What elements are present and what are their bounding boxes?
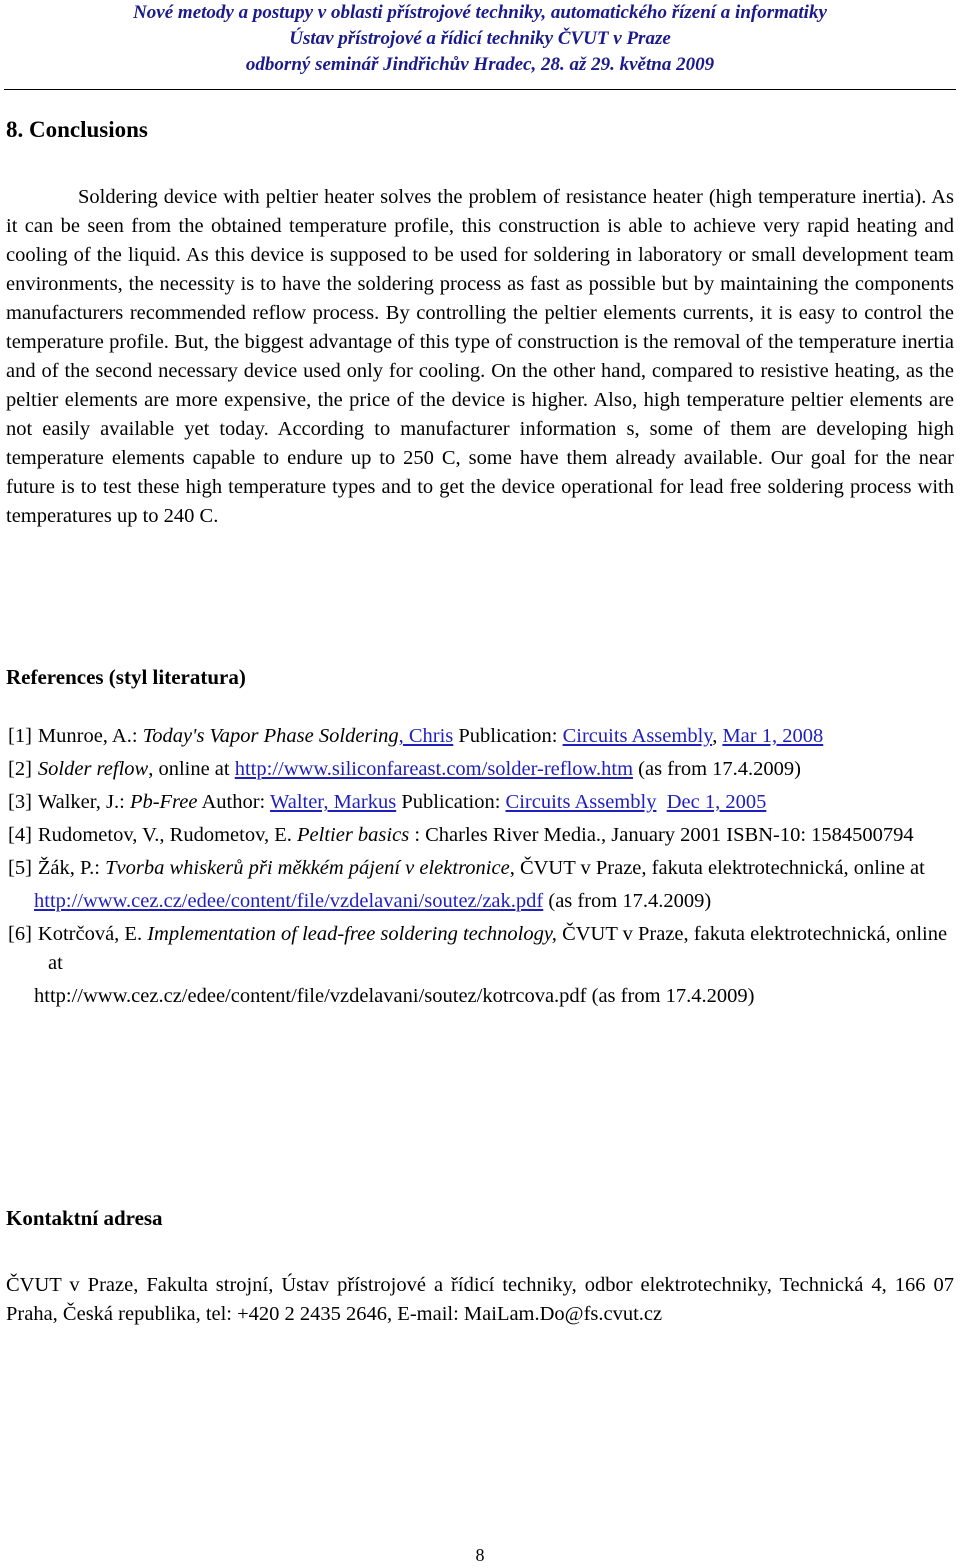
reference-title: Solder reflow bbox=[37, 758, 149, 780]
header-divider bbox=[4, 89, 956, 90]
header-line-2: Ústav přístrojové a řídicí techniky ČVUT v Praze bbox=[289, 28, 671, 49]
reference-text: ČVUT v Praze, fakuta elektrotechnická, online at bbox=[48, 923, 948, 974]
reference-number: [1] bbox=[8, 725, 32, 747]
reference-url-text: http://www.cez.cz/edee/content/file/vzdelavani/soutez/kotrcova.pdf (as from 17.4.2009) bbox=[34, 985, 755, 1007]
contact-heading: Kontaktní adresa bbox=[6, 1206, 163, 1230]
reference-title: Peltier basics bbox=[297, 824, 410, 846]
header-line-1: Nové metody a postupy v oblasti přístrojové techniky, automatického řízení a informatiky bbox=[133, 2, 827, 23]
reference-number: [6] bbox=[8, 923, 32, 945]
references-list bbox=[8, 722, 958, 1015]
reference-number: [2] bbox=[8, 758, 32, 780]
reference-title: Tvorba whiskerů při měkkém pájení v elektronice bbox=[105, 857, 510, 879]
reference-link-url[interactable]: http://www.cez.cz/edee/content/file/vzdelavani/soutez/zak.pdf bbox=[34, 890, 544, 912]
references-heading: References (styl literatura) bbox=[6, 665, 246, 689]
reference-url-line bbox=[34, 887, 958, 916]
reference-link-date[interactable]: Mar 1, 2008 bbox=[722, 725, 824, 747]
reference-text: , bbox=[712, 725, 723, 747]
conclusions-paragraph bbox=[6, 183, 954, 531]
reference-title: Implementation of lead-free soldering technology, bbox=[147, 923, 557, 945]
reference-number: [3] bbox=[8, 791, 32, 813]
reference-author: Kotrčová, E. bbox=[37, 923, 148, 945]
reference-link-chris[interactable]: , Chris bbox=[398, 725, 454, 747]
reference-number: [5] bbox=[8, 857, 32, 879]
reference-author: Rudometov, V., Rudometov, E. bbox=[37, 824, 298, 846]
reference-url-line bbox=[34, 982, 958, 1011]
reference-text: Publication: bbox=[453, 725, 563, 747]
running-header bbox=[0, 0, 960, 78]
reference-text: (as from 17.4.2009) bbox=[543, 890, 712, 912]
reference-text: Author: bbox=[197, 791, 271, 813]
reference-6 bbox=[8, 920, 958, 1011]
reference-number: [4] bbox=[8, 824, 32, 846]
header-line-3: odborný seminář Jindřichův Hradec, 28. až 29. května 2009 bbox=[245, 54, 715, 75]
reference-2 bbox=[8, 755, 958, 784]
reference-1 bbox=[8, 722, 958, 751]
reference-author: Walker, J.: bbox=[37, 791, 130, 813]
conclusions-heading: 8. Conclusions bbox=[6, 117, 148, 142]
reference-4 bbox=[8, 821, 958, 850]
reference-title: Pb-Free bbox=[129, 791, 198, 813]
reference-text: (as from 17.4.2009) bbox=[633, 758, 801, 780]
reference-3 bbox=[8, 788, 958, 817]
reference-link-date[interactable]: Dec 1, 2005 bbox=[666, 791, 767, 813]
conclusions-text: Soldering device with peltier heater solves the problem of resistance heater (high temperature inertia). As it can be seen from the obtained temperature profile, this construction is able to achieve very rapid heating and cooling of the liquid. As this device is supposed to be used for soldering in laboratory or small development team environments, the necessity is to have the soldering process as fast as possible but by maintaining the components manufacturers recommended reflow process. By controlling the peltier elements currents, it is easy to control the temperature profile. But, the biggest advantage of this type of construction is the removal of the temperature inertia and of the second necessary device used only for cooling. On the other hand, compared to resistive heating, as the peltier elements are more expensive, the price of the device is higher. Also, high temperature peltier elements are not easily available yet today. According to manufacturer information s, some of them are developing high temperature elements capable to endure up to 250 C, some have them already available. Our goal for the near future is to test these high temperature types and to get the device operational for lead free soldering process with temperatures up to 240 C. bbox=[6, 186, 954, 527]
reference-author: Žák, P.: bbox=[37, 857, 106, 879]
contact-address: ČVUT v Praze, Fakulta strojní, Ústav přístrojové a řídicí techniky, odbor elektrotechniky, Technická 4, 166 07 Praha, Česká republika, tel: +420 2 2435 2646, E-mail: MaiLam.Do@fs.cvut.cz bbox=[6, 1274, 954, 1325]
reference-link-circuits-assembly[interactable]: Circuits Assembly bbox=[505, 791, 657, 813]
reference-text: , online at bbox=[148, 758, 235, 780]
reference-text: , ČVUT v Praze, fakuta elektrotechnická, online at bbox=[509, 857, 925, 879]
reference-text: : Charles River Media., January 2001 ISBN-10: 1584500794 bbox=[409, 824, 914, 846]
reference-5 bbox=[8, 854, 958, 916]
page-number: 8 bbox=[475, 1545, 485, 1565]
reference-link-author[interactable]: Walter, Markus bbox=[270, 791, 397, 813]
reference-text: Publication: bbox=[396, 791, 506, 813]
reference-title: Today's Vapor Phase Soldering bbox=[142, 725, 399, 747]
reference-link-circuits-assembly[interactable]: Circuits Assembly bbox=[562, 725, 713, 747]
reference-link-url[interactable]: http://www.siliconfareast.com/solder-reflow.htm bbox=[234, 758, 634, 780]
reference-author: Munroe, A.: bbox=[37, 725, 143, 747]
